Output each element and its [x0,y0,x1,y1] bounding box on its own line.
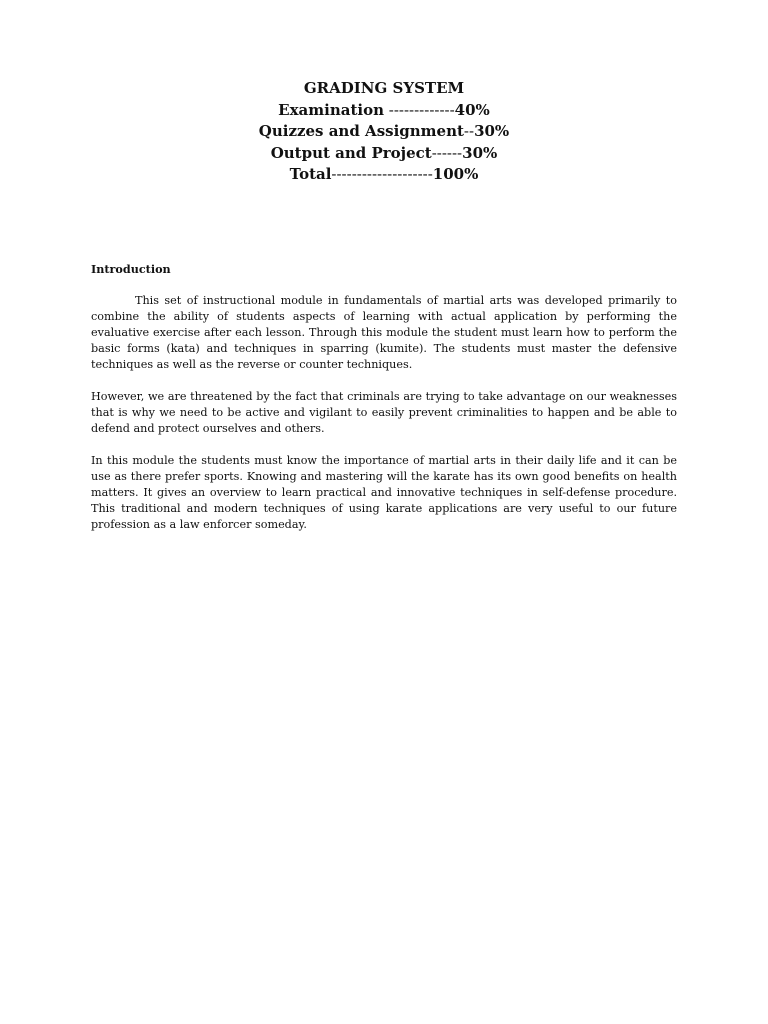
paragraph: This set of instructional module in fundamentals of martial arts was developed primarily to combine the ability of students aspects of learning with actual application by performing the evaluative exercise after each lesson. Through this module the student must learn how to perform the basic forms (kata) and techniques in sparring (kumite). The students must master the defensive techniques as well as the reverse or counter techniques. [91,294,677,371]
grading-row-examination [0,100,768,122]
grading-value: 40% [454,100,490,119]
grading-label: Examination [278,100,384,119]
grading-dashes: ------------- [384,100,455,119]
grading-value: 30% [462,143,498,162]
grading-dashes: -------------------- [331,165,433,183]
grading-system-block [0,78,768,186]
grading-row-output [0,143,768,165]
paragraph: In this module the students must know the importance of martial arts in their daily life and it can be use as there prefer sports. Knowing and mastering will the karate has its own good benefits on health matters. It gives an overview to learn practical and innovative techniques in self-defense procedure. This traditional and modern techniques of using karate applications are very useful to our future profession as a law enforcer someday. [91,454,677,531]
grading-label: Total [289,165,332,183]
grading-value: 100% [432,165,479,183]
paragraph: However, we are threatened by the fact that criminals are trying to take advantage on our weaknesses that is why we need to be active and vigilant to easily prevent criminalities to happen and be able to defend and protect ourselves and others. [91,390,677,435]
grading-title: GRADING SYSTEM [303,79,465,97]
introduction-section [91,261,677,549]
section-heading: Introduction [91,262,171,276]
grading-value: 30% [474,122,510,140]
grading-dashes: ------ [431,143,463,162]
grading-dashes: -- [463,122,475,140]
grading-row-quizzes [0,121,768,143]
grading-row-total [0,164,768,186]
grading-label: Output and Project [270,143,432,162]
grading-label: Quizzes and Assignment [258,122,464,140]
